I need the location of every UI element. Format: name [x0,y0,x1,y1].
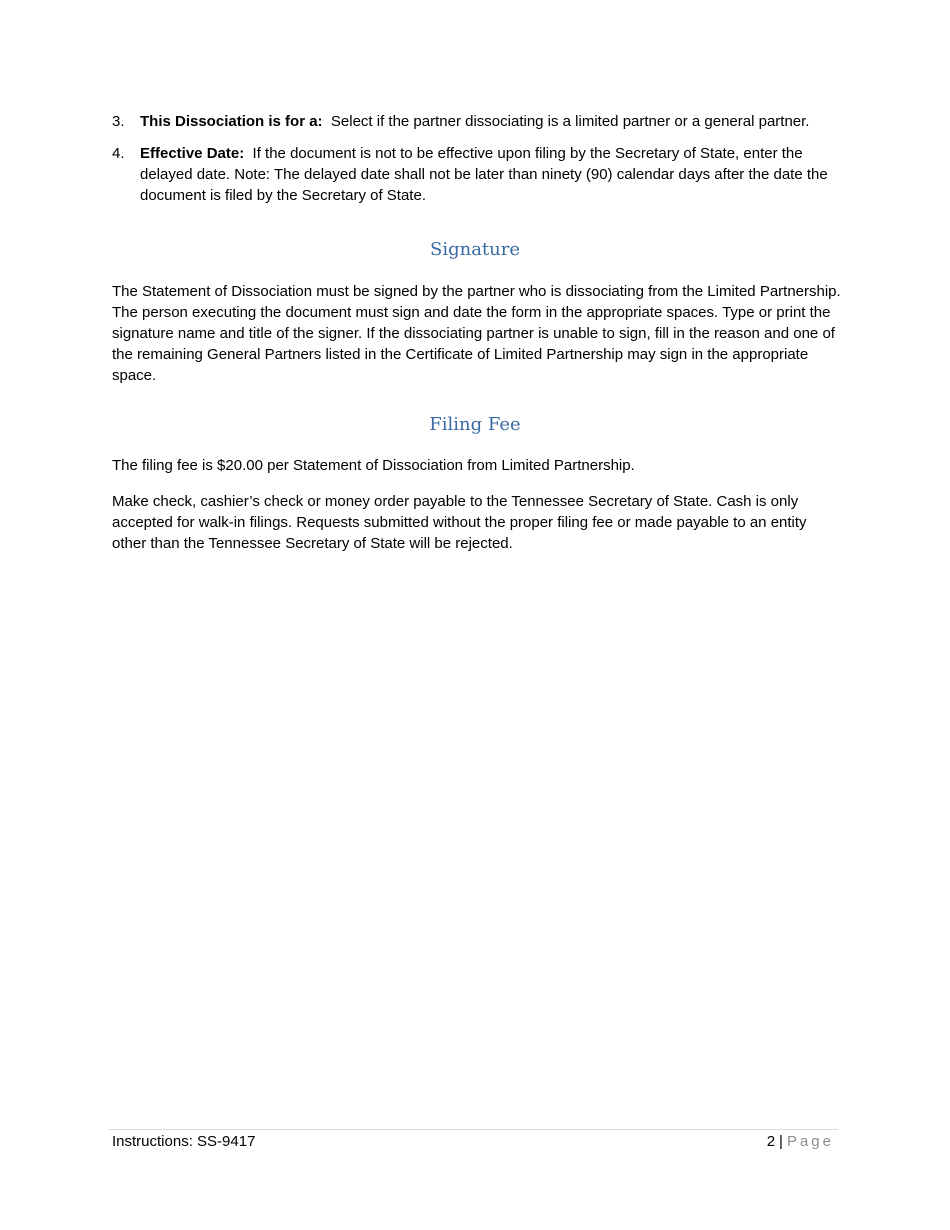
page-number: 2 [766,1133,776,1150]
page-separator: | [779,1133,783,1150]
page-label: Page [786,1133,834,1150]
footer-page-indicator [767,1132,834,1152]
instruction-text: If the document is not to be effective upon filing by the Secretary of State, enter the delayed date. Note: The delayed date shall not be later than ninety (90) calendar days after the date the document is filed by the Secretary of State. [140,145,828,204]
instruction-text: Select if the partner dissociating is a limited partner or a general partner. [330,113,810,130]
signature-paragraph: The Statement of Dissociation must be signed by the partner who is dissociating from the Limited Partnership. The person executing the document must sign and date the form in the appropriate spaces. Type or print the signature name and title of the signer. If the dissociating partner is unable to sign, fill in the reason and one of the remaining General Partners listed in the Certificate of Limited Partnership may sign in the appropriate space. [112,283,841,384]
footer-form-id: Instructions: SS-9417 [112,1133,256,1150]
signature-heading: Signature [429,239,521,260]
footer-divider [108,1129,838,1130]
instruction-item-3 [112,111,842,132]
instruction-item-4 [112,143,842,206]
filing-fee-paragraph: The filing fee is $20.00 per Statement of Dissociation from Limited Partnership. [112,457,635,474]
instruction-list [112,111,842,217]
instruction-lead: This Dissociation is for a: [140,113,323,130]
payment-paragraph: Make check, cashier’s check or money order payable to the Tennessee Secretary of State. Cash is only accepted for walk-in filings. Requests submitted without the proper filing fee or made payable to an entity other than the Tennessee Secretary of State will be rejected. [112,493,807,552]
filing-fee-heading: Filing Fee [429,414,521,435]
instruction-lead: Effective Date: [140,145,245,162]
instruction-number: 4. [112,145,125,162]
instruction-number: 3. [112,113,125,130]
